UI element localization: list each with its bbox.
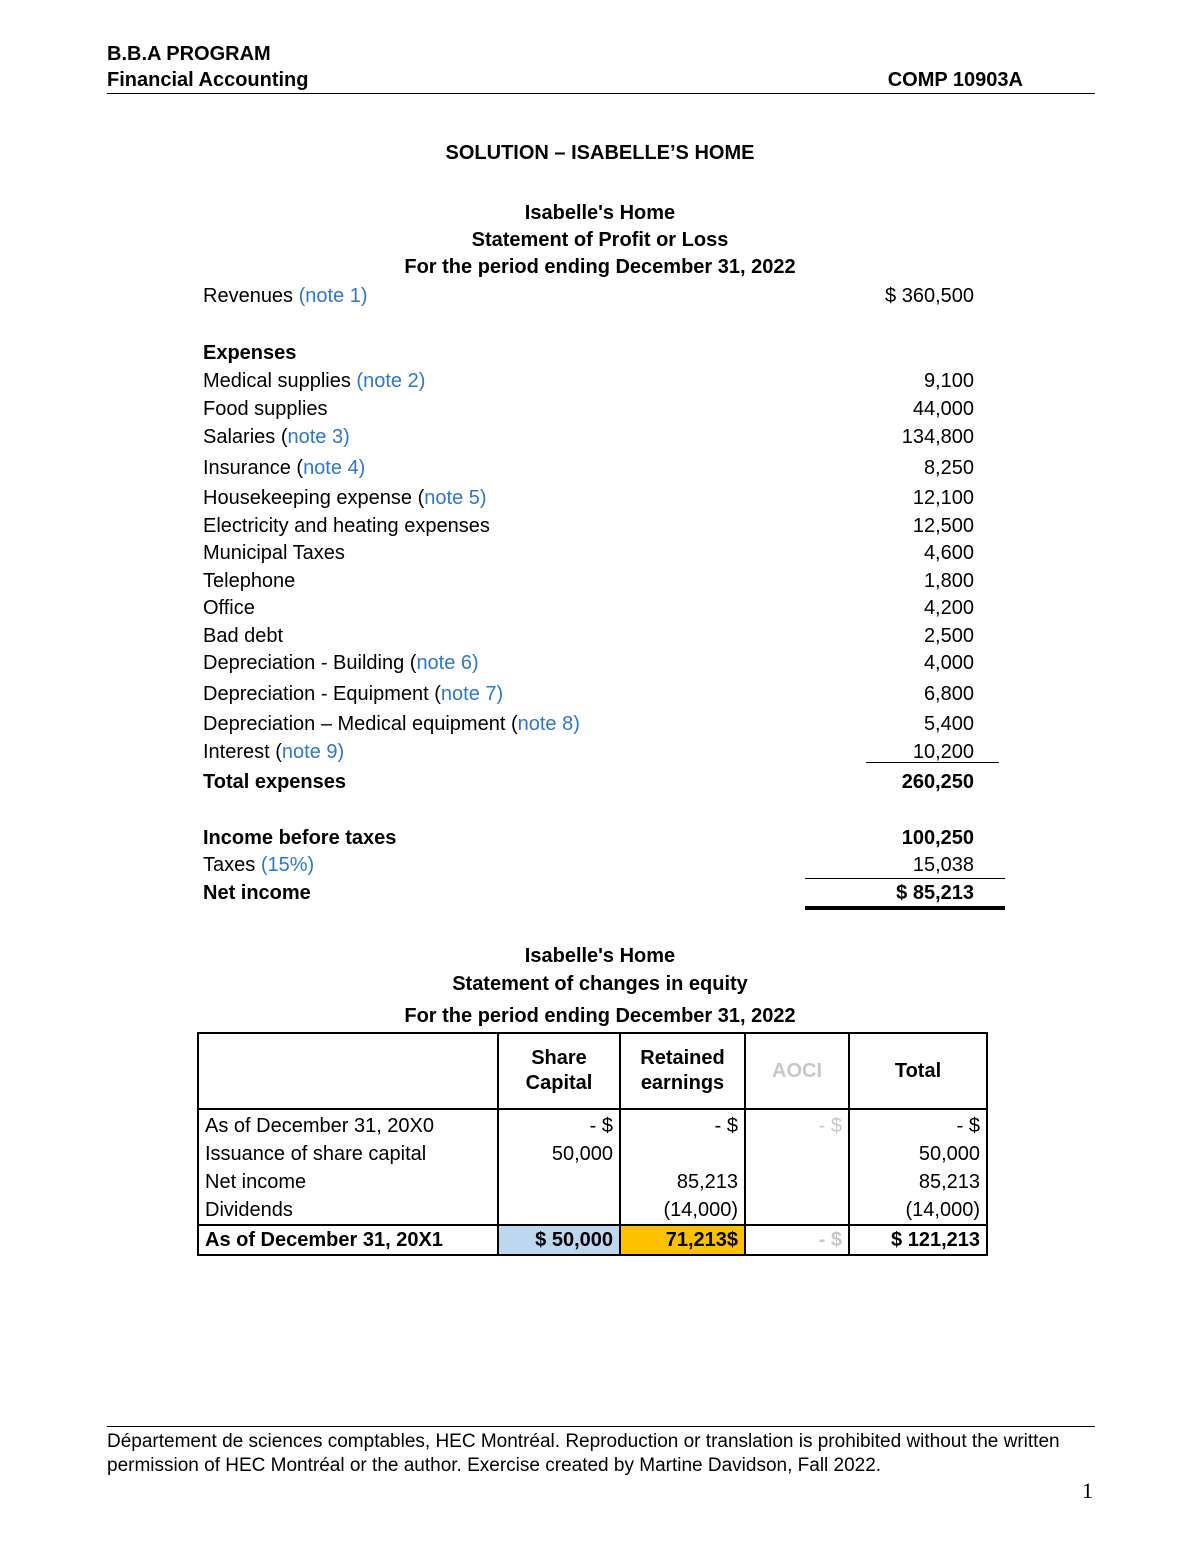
aoci-cell [745, 1196, 849, 1225]
total-row [198, 1225, 987, 1255]
expense-amount: 1,800 [923, 570, 974, 592]
equity-period: For the period ending December 31, 2022 [404, 1005, 796, 1027]
expense-row [203, 542, 1003, 568]
share-cell: 50,000 [498, 1140, 620, 1168]
table-row [198, 1140, 987, 1168]
row-label: As of December 31, 20X0 [198, 1109, 498, 1140]
share-cell [498, 1196, 620, 1225]
expense-row [203, 683, 1003, 709]
expense-row [203, 625, 1003, 651]
share-cell: - $ [498, 1109, 620, 1140]
expense-row [203, 652, 1003, 678]
expense-label: Depreciation – Medical equipment ( [203, 713, 518, 735]
net-income-double-rule [805, 906, 1005, 910]
expense-amount: 6,800 [923, 683, 974, 705]
expense-note: note 3) [287, 426, 350, 448]
expense-note: note 5) [424, 487, 487, 509]
expense-label: Electricity and heating expenses [203, 515, 490, 537]
expense-amount: 12,500 [912, 515, 974, 537]
income-before-taxes-row [203, 827, 1003, 853]
total-expenses-amount: 260,250 [901, 771, 974, 793]
expense-label: Municipal Taxes [203, 542, 345, 564]
course-code: COMP 10903A [887, 69, 1023, 91]
retained-cell: (14,000) [620, 1196, 745, 1225]
expense-amount: 134,800 [901, 426, 974, 448]
footer-line-2: permission of HEC Montréal or the author. Exercise created by Martine Davidson, Fall 2022. [107, 1455, 882, 1476]
row-label: Issuance of share capital [198, 1140, 498, 1168]
total-row-label: As of December 31, 20X1 [198, 1225, 498, 1255]
expense-amount: 4,000 [923, 652, 974, 674]
total-cell: 50,000 [849, 1140, 987, 1168]
table-row [198, 1168, 987, 1196]
pl-company: Isabelle's Home [524, 202, 676, 224]
net-income-amount: $ 85,213 [896, 882, 974, 904]
retained-cell: - $ [620, 1109, 745, 1140]
page-number: 1 [1082, 1478, 1093, 1503]
table-row [198, 1196, 987, 1225]
footer-line-1: Département de sciences comptables, HEC Montréal. Reproduction or translation is prohibited without the written [107, 1431, 1060, 1452]
expense-row [203, 370, 1003, 396]
expense-label: Salaries ( [203, 426, 288, 448]
equity-table [197, 1032, 988, 1256]
expense-label: Depreciation - Building ( [203, 652, 417, 674]
expense-label: Bad debt [203, 625, 284, 647]
expense-note: note 8) [517, 713, 580, 735]
expense-note: note 7) [440, 683, 504, 705]
expense-label: Medical supplies [203, 370, 351, 392]
expense-row [203, 741, 1003, 767]
expense-row [203, 457, 1003, 483]
expense-amount: 2,500 [923, 625, 974, 647]
expense-note: (note 2) [356, 370, 426, 392]
share-cell [498, 1168, 620, 1196]
course-name: Financial Accounting [107, 69, 309, 91]
revenues-row [203, 285, 1003, 311]
pl-title: Statement of Profit or Loss [471, 229, 729, 251]
expense-amount: 8,250 [923, 457, 974, 479]
expense-label: Depreciation - Equipment ( [203, 683, 441, 705]
expense-row [203, 713, 1003, 739]
expenses-heading: Expenses [203, 342, 297, 364]
taxes-note: (15%) [260, 854, 315, 876]
expense-amount: 44,000 [912, 398, 974, 420]
total-expenses-label: Total expenses [203, 771, 347, 793]
taxes-label: Taxes [203, 854, 256, 876]
table-row [198, 1109, 987, 1140]
expense-note: note 4) [303, 457, 366, 479]
expense-amount: 12,100 [912, 487, 974, 509]
revenues-note: (note 1) [298, 285, 368, 307]
blank-header [198, 1033, 498, 1109]
net-income-label: Net income [203, 882, 311, 904]
program-title: B.B.A PROGRAM [107, 43, 271, 65]
equity-company: Isabelle's Home [524, 945, 676, 967]
row-label: Net income [198, 1168, 498, 1196]
expense-row [203, 597, 1003, 623]
course-header [107, 69, 1095, 92]
footer-text [107, 1430, 1097, 1478]
income-before-taxes-amount: 100,250 [901, 827, 974, 849]
solution-title: SOLUTION – ISABELLE’S HOME [445, 142, 755, 164]
total-cell: 85,213 [849, 1168, 987, 1196]
total-header: Total [849, 1033, 987, 1109]
expense-amount: 4,200 [923, 597, 974, 619]
net-income-row [203, 882, 1003, 908]
retained-cell: 85,213 [620, 1168, 745, 1196]
revenues-amount: $ 360,500 [885, 285, 974, 307]
total-cell: - $ [849, 1109, 987, 1140]
expense-row [203, 570, 1003, 596]
expense-row [203, 487, 1003, 513]
grand-total-cell: $ 121,213 [849, 1225, 987, 1255]
expense-amount: 4,600 [923, 542, 974, 564]
expense-label: Interest ( [203, 741, 282, 763]
aoci-cell: - $ [745, 1109, 849, 1140]
retained-total-cell: 71,213$ [620, 1225, 745, 1255]
expense-note: note 6) [416, 652, 479, 674]
net-income-top-rule [805, 878, 1005, 879]
expense-row [203, 515, 1003, 541]
expense-label: Housekeeping expense ( [203, 487, 425, 509]
aoci-total-cell: - $ [745, 1225, 849, 1255]
retained-cell [620, 1140, 745, 1168]
pl-period: For the period ending December 31, 2022 [404, 256, 796, 278]
footer-divider [107, 1426, 1095, 1427]
share-capital-header: Share Capital [498, 1033, 620, 1109]
equity-title: Statement of changes in equity [452, 973, 748, 995]
expense-amount: 5,400 [923, 713, 974, 735]
aoci-cell [745, 1140, 849, 1168]
total-expenses-row [203, 771, 1003, 797]
expense-amount: 9,100 [923, 370, 974, 392]
expense-row [203, 398, 1003, 424]
row-label: Dividends [198, 1196, 498, 1225]
header-divider [107, 93, 1095, 94]
expense-label: Food supplies [203, 398, 328, 420]
total-cell: (14,000) [849, 1196, 987, 1225]
expense-label: Office [203, 597, 255, 619]
income-before-taxes-label: Income before taxes [203, 827, 397, 849]
expense-note: note 9) [281, 741, 345, 763]
share-total-cell: $ 50,000 [498, 1225, 620, 1255]
taxes-amount: 15,038 [912, 854, 974, 876]
subtotal-rule [866, 762, 999, 763]
retained-earnings-header: Retained earnings [620, 1033, 745, 1109]
taxes-row [203, 854, 1003, 880]
expense-amount: 10,200 [912, 741, 974, 763]
aoci-cell [745, 1168, 849, 1196]
expense-label: Telephone [203, 570, 296, 592]
expense-row [203, 426, 1003, 452]
expense-label: Insurance ( [203, 457, 304, 479]
revenues-label: Revenues [203, 285, 294, 307]
aoci-header: AOCI [745, 1033, 849, 1109]
